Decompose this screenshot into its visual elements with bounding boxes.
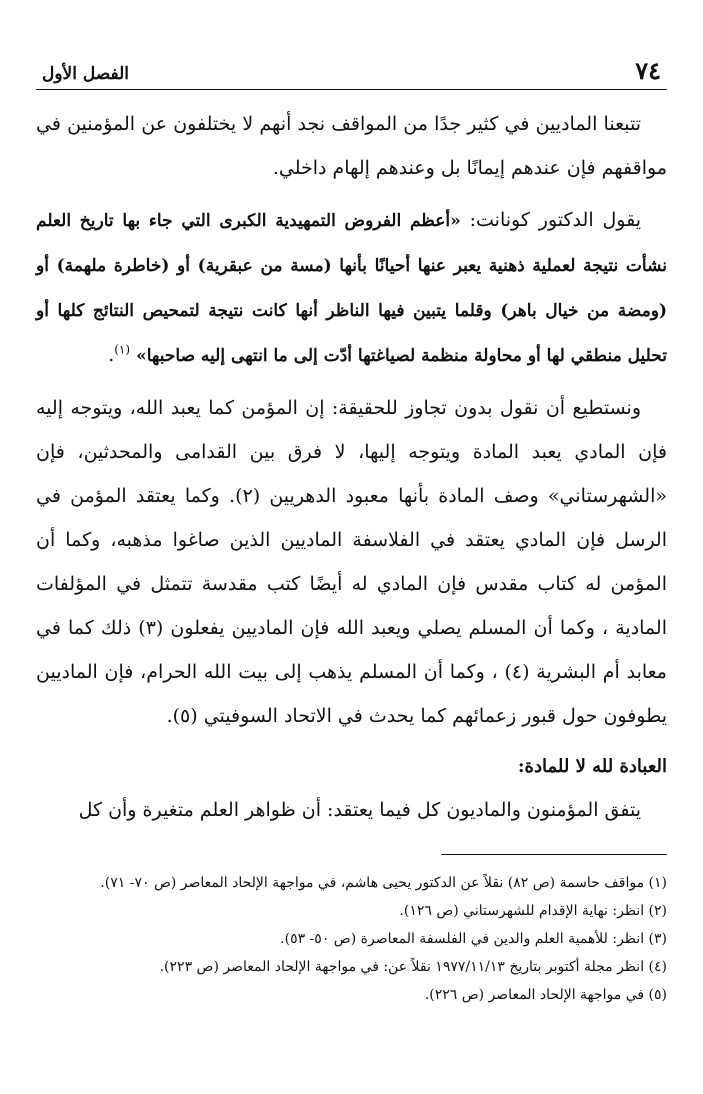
quote-end: . bbox=[108, 344, 115, 366]
quote-text: «أعظم الفروض التمهيدية الكبرى التي جاء بها تاريخ العلم نشأت نتيجة لعملية ذهنية يعبر عنها أحيانًا بأنها (مسة من عبقرية) أو (خاطرة ملهمة) أو (ومضة من خيال باهر) وقلما يتبين فيها الناظر أنها كانت نتيجة لتمحيص النتائج كلها أو تحليل منطقي لها أو محاولة منظمة لصياغتها أدّت إلى ما انتهى إليه صاحبها» bbox=[36, 211, 667, 366]
footnote-1: (١) مواقف حاسمة (ص ٨٢) نقلاً عن الدكتور يحيى هاشم، في مواجهة الإلحاد المعاصر (ص ٧٠- ٧١). bbox=[100, 875, 667, 891]
footnote-5: (٥) في مواجهة الإلحاد المعاصر (ص ٢٢٦). bbox=[424, 987, 667, 1003]
footnote-divider bbox=[441, 854, 667, 855]
footnote-ref-1: (١) bbox=[114, 342, 131, 357]
book-page bbox=[36, 52, 667, 1009]
paragraph-section-start: يتفق المؤمنون والماديون كل فيما يعتقد: أن ظواهر العلم متغيرة وأن كل bbox=[78, 799, 641, 821]
paragraph-comparison: ونستطيع أن نقول بدون تجاوز للحقيقة: إن المؤمن كما يعبد الله، ويتوجه إليه فإن المادي يعبد المادة ويتوجه إليها، لا فرق بين القدامى والمحدثين، فإن «الشهرستاني» وصف المادة بأنها معبود الدهريين (٢). وكما يعتقد المؤمن في الرسل فإن المادي يعتقد في الفلاسفة الماديين الذين صاغوا مذهبه، وكما أن المؤمن له كتاب مقدس فإن المادي له أيضًا كتب مقدسة تتمثل في المؤلفات المادية ، وكما أن المسلم يصلي ويعبد الله فإن الماديين يفعلون (٣) ذلك كما في معابد أم البشرية (٤) ، وكما أن المسلم يذهب إلى بيت الله الحرام، فإن الماديين يطوفون حول قبور زعمائهم كما يحدث في الاتحاد السوفيتي (٥). bbox=[36, 397, 667, 727]
paragraph-conant-quote bbox=[36, 198, 667, 378]
footnote-2: (٢) انظر: نهاية الإقدام للشهرستاني (ص ١٢٦). bbox=[399, 903, 667, 919]
footnotes bbox=[36, 869, 667, 1009]
paragraph-intro: تتبعنا الماديين في كثير جدًا من المواقف نجد أنهم لا يختلفون عن المؤمنين في مواقفهم فإن عندهم إيمانًا بل وعندهم إلهام داخلي. bbox=[36, 113, 667, 179]
chapter-title: الفصل الأول bbox=[42, 64, 130, 84]
footnote-4: (٤) انظر مجلة أكتوبر بتاريخ ١٩٧٧/١١/١٣ نقلاً عن: في مواجهة الإلحاد المعاصر (ص ٢٢٣). bbox=[159, 959, 667, 975]
section-heading: العبادة لله لا للمادة: bbox=[517, 756, 667, 777]
page-body bbox=[36, 102, 667, 1009]
page-number: ٧٤ bbox=[635, 56, 661, 85]
page-header bbox=[36, 52, 667, 90]
quote-lead: يقول الدكتور كونانت: bbox=[460, 209, 642, 231]
footnote-3: (٣) انظر: للأهمية العلم والدين في الفلسفة المعاصرة (ص ٥٠- ٥٣). bbox=[280, 931, 667, 947]
